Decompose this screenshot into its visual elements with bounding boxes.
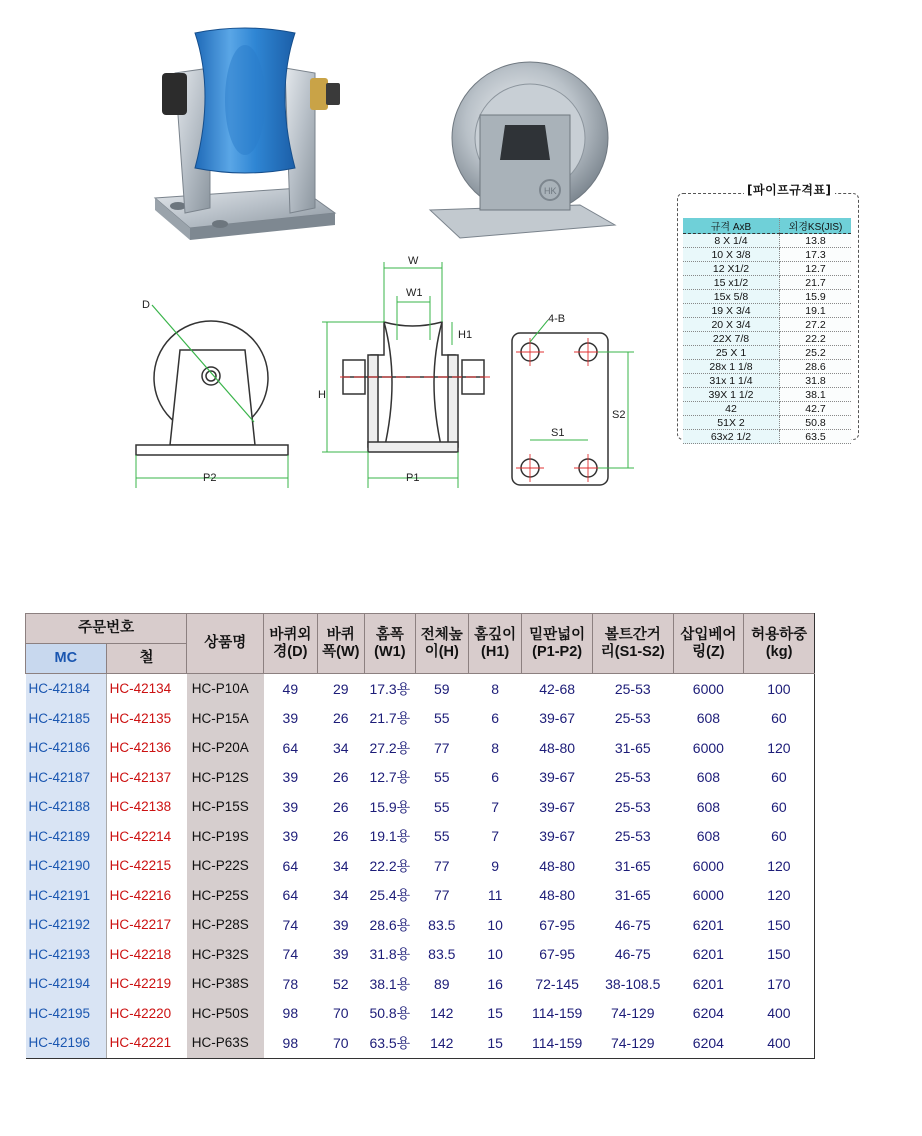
allowable-load-cell: 120 bbox=[744, 733, 815, 763]
height-cell: 55 bbox=[433, 828, 450, 845]
steel-code-cell: HC-42136 bbox=[106, 733, 187, 763]
groove-width-cell: 28.6용 bbox=[369, 916, 411, 933]
height-cell: 77 bbox=[433, 739, 450, 756]
technical-drawings bbox=[0, 0, 680, 500]
height-cell: 55 bbox=[433, 798, 450, 815]
pipe-size-cell: 42 bbox=[683, 402, 780, 416]
height-cell: 59 bbox=[433, 680, 450, 697]
bolt-spacing-cell: 74-129 bbox=[593, 1028, 674, 1058]
wheel-diameter-cell: 64 bbox=[282, 857, 299, 874]
bearing-cell: 6201 bbox=[692, 916, 724, 933]
product-name-cell: HC-P50S bbox=[187, 999, 264, 1029]
bolt-spacing-cell: 38-108.5 bbox=[605, 975, 661, 992]
height-cell: 142 bbox=[415, 1028, 468, 1058]
allowable-load-cell: 150 bbox=[744, 910, 815, 940]
table-row bbox=[26, 822, 815, 852]
allowable-load-cell: 150 bbox=[744, 940, 815, 970]
header-wheel-diameter: 바퀴외 경(D) bbox=[264, 614, 317, 674]
wheel-diameter-cell: 64 bbox=[282, 887, 299, 904]
pipe-size-cell: 39X 1 1/2 bbox=[683, 388, 780, 402]
table-row bbox=[26, 704, 815, 734]
groove-width-cell: 17.3용 bbox=[369, 680, 411, 697]
groove-depth-cell: 16 bbox=[487, 975, 503, 992]
wheel-diameter-cell: 64 bbox=[282, 739, 299, 756]
base-width-cell: 39-67 bbox=[539, 710, 576, 727]
wheel-diameter-cell: 74 bbox=[282, 946, 299, 963]
pipe-size-cell: 22X 7/8 bbox=[683, 332, 780, 346]
wheel-width-cell: 52 bbox=[333, 975, 349, 992]
product-name-cell: HC-P25S bbox=[187, 881, 264, 911]
pipe-spec-row bbox=[683, 430, 851, 444]
groove-depth-cell: 6 bbox=[491, 710, 500, 727]
header-groove-width: 홈폭 (W1) bbox=[365, 614, 416, 674]
product-name-cell: HC-P38S bbox=[187, 969, 264, 999]
pipe-spec-row bbox=[683, 290, 851, 304]
groove-depth-cell: 11 bbox=[487, 887, 503, 904]
mc-code-cell: HC-42194 bbox=[26, 969, 107, 999]
side-view bbox=[136, 321, 288, 455]
table-row bbox=[26, 763, 815, 793]
allowable-load-cell: 120 bbox=[744, 881, 815, 911]
steel-code-cell: HC-42137 bbox=[106, 763, 187, 793]
front-view bbox=[343, 322, 484, 452]
steel-code-cell: HC-42217 bbox=[106, 910, 187, 940]
height-cell: 77 bbox=[433, 857, 450, 874]
wheel-diameter-cell: 78 bbox=[282, 975, 299, 992]
header-order-no: 주문번호 bbox=[26, 614, 187, 644]
w-label: W bbox=[408, 255, 419, 267]
mc-code-cell: HC-42185 bbox=[26, 704, 107, 734]
table-row bbox=[26, 881, 815, 911]
pipe-size-cell: 28x 1 1/8 bbox=[683, 360, 780, 374]
wheel-width-cell: 29 bbox=[333, 680, 349, 697]
wheel-width-cell: 70 bbox=[317, 1028, 365, 1058]
pipe-spec-row bbox=[683, 248, 851, 262]
s1-label: S1 bbox=[551, 427, 565, 439]
pipe-spec-row bbox=[683, 304, 851, 318]
steel-code-cell: HC-42220 bbox=[106, 999, 187, 1029]
groove-depth-cell: 10 bbox=[487, 916, 503, 933]
allowable-load-cell: 120 bbox=[744, 851, 815, 881]
pipe-od-cell: 12.7 bbox=[780, 262, 852, 276]
mc-code-cell: HC-42184 bbox=[26, 674, 107, 704]
height-cell: 77 bbox=[433, 887, 450, 904]
bearing-cell: 608 bbox=[696, 769, 721, 786]
table-row bbox=[26, 910, 815, 940]
bearing-cell: 608 bbox=[696, 798, 721, 815]
height-cell: 89 bbox=[433, 975, 450, 992]
pipe-spec-header-od: 외경KS(JIS) bbox=[780, 218, 852, 234]
pipe-size-cell: 31x 1 1/4 bbox=[683, 374, 780, 388]
header-height: 전체높 이(H) bbox=[415, 614, 468, 674]
pipe-od-cell: 22.2 bbox=[780, 332, 852, 346]
pipe-od-cell: 17.3 bbox=[780, 248, 852, 262]
pipe-spec-row bbox=[683, 318, 851, 332]
pipe-spec-title: [파이프규격표] bbox=[744, 181, 835, 198]
steel-code-cell: HC-42135 bbox=[106, 704, 187, 734]
height-cell: 83.5 bbox=[428, 946, 456, 963]
groove-width-cell: 15.9용 bbox=[369, 798, 411, 815]
wheel-width-cell: 34 bbox=[333, 887, 349, 904]
groove-width-cell: 25.4용 bbox=[369, 887, 411, 904]
bearing-cell: 608 bbox=[696, 828, 721, 845]
pipe-od-cell: 28.6 bbox=[780, 360, 852, 374]
table-row bbox=[26, 999, 815, 1029]
bearing-cell: 6201 bbox=[692, 975, 724, 992]
product-table bbox=[25, 613, 815, 1059]
bolt-spacing-cell: 25-53 bbox=[614, 828, 651, 845]
steel-code-cell: HC-42138 bbox=[106, 792, 187, 822]
bearing-cell: 6201 bbox=[692, 946, 724, 963]
wheel-width-cell: 70 bbox=[333, 1005, 349, 1022]
header-wheel-width: 바퀴 폭(W) bbox=[317, 614, 365, 674]
pipe-spec-row bbox=[683, 276, 851, 290]
steel-code-cell: HC-42219 bbox=[106, 969, 187, 999]
mc-code-cell: HC-42196 bbox=[26, 1028, 107, 1058]
wheel-diameter-cell: 39 bbox=[282, 769, 299, 786]
table-row bbox=[26, 792, 815, 822]
pipe-od-cell: 25.2 bbox=[780, 346, 852, 360]
groove-width-cell: 31.8용 bbox=[369, 946, 411, 963]
header-load: 허용하중 (kg) bbox=[744, 614, 815, 674]
wheel-width-cell: 34 bbox=[333, 857, 349, 874]
steel-code-cell: HC-42216 bbox=[106, 881, 187, 911]
wheel-width-cell: 26 bbox=[333, 710, 349, 727]
pipe-size-cell: 15 x1/2 bbox=[683, 276, 780, 290]
emboss-text: HK bbox=[544, 186, 557, 196]
wheel-width-cell: 26 bbox=[333, 769, 349, 786]
pipe-od-cell: 13.8 bbox=[780, 234, 852, 248]
steel-code-cell: HC-42218 bbox=[106, 940, 187, 970]
pipe-size-cell: 51X 2 bbox=[683, 416, 780, 430]
mc-code-cell: HC-42193 bbox=[26, 940, 107, 970]
groove-depth-cell: 15 bbox=[468, 1028, 521, 1058]
pipe-od-cell: 63.5 bbox=[780, 430, 852, 444]
allowable-load-cell: 60 bbox=[744, 792, 815, 822]
pipe-spec-row bbox=[683, 360, 851, 374]
pipe-spec-header-size: 규격 AxB bbox=[683, 218, 780, 234]
height-cell: 83.5 bbox=[428, 916, 456, 933]
mc-code-cell: HC-42188 bbox=[26, 792, 107, 822]
product-name-cell: HC-P19S bbox=[187, 822, 264, 852]
bolt-spacing-cell: 25-53 bbox=[614, 680, 651, 697]
groove-width-cell: 27.2용 bbox=[369, 739, 411, 756]
product-name-cell: HC-P15A bbox=[187, 704, 264, 734]
groove-width-cell: 21.7용 bbox=[369, 710, 411, 727]
s2-label: S2 bbox=[612, 409, 626, 421]
wheel-diameter-cell: 39 bbox=[282, 828, 299, 845]
base-width-cell: 48-80 bbox=[539, 739, 576, 756]
steel-code-cell: HC-42134 bbox=[106, 674, 187, 704]
bolt-spacing-cell: 31-65 bbox=[614, 739, 651, 756]
groove-depth-cell: 8 bbox=[491, 680, 500, 697]
base-width-cell: 42-68 bbox=[539, 680, 576, 697]
base-plate-view bbox=[512, 333, 608, 485]
base-width-cell: 67-95 bbox=[539, 916, 576, 933]
pipe-od-cell: 38.1 bbox=[780, 388, 852, 402]
allowable-load-cell: 100 bbox=[744, 674, 815, 704]
pipe-spec-row bbox=[683, 332, 851, 346]
header-bolt-spacing: 볼트간거 리(S1-S2) bbox=[593, 614, 674, 674]
steel-code-cell: HC-42221 bbox=[106, 1028, 187, 1058]
product-name-cell: HC-P63S bbox=[187, 1028, 264, 1058]
groove-depth-cell: 7 bbox=[491, 828, 500, 845]
pipe-spec-row bbox=[683, 402, 851, 416]
bolt-spacing-cell: 46-75 bbox=[614, 916, 651, 933]
h-label: H bbox=[318, 389, 326, 401]
header-groove-depth: 홈깊이 (H1) bbox=[468, 614, 521, 674]
steel-code-cell: HC-42215 bbox=[106, 851, 187, 881]
mc-code-cell: HC-42187 bbox=[26, 763, 107, 793]
product-name-cell: HC-P32S bbox=[187, 940, 264, 970]
pipe-od-cell: 50.8 bbox=[780, 416, 852, 430]
wheel-width-cell: 26 bbox=[333, 828, 349, 845]
allowable-load-cell: 170 bbox=[744, 969, 815, 999]
wheel-diameter-cell: 39 bbox=[282, 710, 299, 727]
header-product-name: 상품명 bbox=[187, 614, 264, 674]
groove-depth-cell: 8 bbox=[491, 739, 500, 756]
product-name-cell: HC-P22S bbox=[187, 851, 264, 881]
bolt-spacing-cell: 25-53 bbox=[614, 798, 651, 815]
bearing-cell: 6000 bbox=[692, 887, 724, 904]
w1-label: W1 bbox=[406, 287, 423, 299]
wheel-diameter-cell: 98 bbox=[282, 1005, 299, 1022]
wheel-diameter-cell: 39 bbox=[282, 798, 299, 815]
pipe-od-cell: 27.2 bbox=[780, 318, 852, 332]
allowable-load-cell: 60 bbox=[744, 763, 815, 793]
groove-depth-cell: 9 bbox=[491, 857, 500, 874]
pipe-od-cell: 21.7 bbox=[780, 276, 852, 290]
bolt-spacing-cell: 25-53 bbox=[614, 710, 651, 727]
product-name-cell: HC-P15S bbox=[187, 792, 264, 822]
wheel-width-cell: 39 bbox=[333, 946, 349, 963]
base-width-cell: 39-67 bbox=[539, 798, 576, 815]
pipe-spec-row bbox=[683, 374, 851, 388]
bolt-label: 4-B bbox=[548, 313, 566, 325]
bearing-cell: 6000 bbox=[692, 739, 724, 756]
height-cell: 55 bbox=[433, 769, 450, 786]
header-steel: 철 bbox=[106, 644, 187, 674]
mc-code-cell: HC-42190 bbox=[26, 851, 107, 881]
bearing-cell: 6204 bbox=[692, 1005, 724, 1022]
table-row bbox=[26, 851, 815, 881]
d-label: D bbox=[142, 299, 150, 311]
allowable-load-cell: 60 bbox=[744, 822, 815, 852]
bearing-cell: 608 bbox=[696, 710, 721, 727]
pipe-spec-row bbox=[683, 234, 851, 248]
pipe-size-cell: 63x2 1/2 bbox=[683, 430, 780, 444]
bearing-cell: 6000 bbox=[692, 680, 724, 697]
wheel-width-cell: 34 bbox=[333, 739, 349, 756]
wheel-diameter-cell: 74 bbox=[282, 916, 299, 933]
allowable-load-cell: 60 bbox=[744, 704, 815, 734]
pipe-spec-row bbox=[683, 346, 851, 360]
p1-label: P1 bbox=[406, 472, 420, 484]
wheel-diameter-cell: 49 bbox=[282, 680, 299, 697]
p2-label: P2 bbox=[203, 472, 217, 484]
pipe-size-cell: 12 X1/2 bbox=[683, 262, 780, 276]
table-row bbox=[26, 1028, 815, 1058]
groove-depth-cell: 15 bbox=[487, 1005, 503, 1022]
bolt-spacing-cell: 25-53 bbox=[614, 769, 651, 786]
height-cell: 55 bbox=[433, 710, 450, 727]
product-name-cell: HC-P10A bbox=[187, 674, 264, 704]
wheel-width-cell: 39 bbox=[333, 916, 349, 933]
bearing-cell: 6000 bbox=[692, 857, 724, 874]
bolt-spacing-cell: 74-129 bbox=[610, 1005, 655, 1022]
pipe-size-cell: 10 X 3/8 bbox=[683, 248, 780, 262]
allowable-load-cell: 400 bbox=[744, 1028, 815, 1058]
bolt-spacing-cell: 31-65 bbox=[614, 887, 651, 904]
mc-code-cell: HC-42192 bbox=[26, 910, 107, 940]
pipe-size-cell: 19 X 3/4 bbox=[683, 304, 780, 318]
height-cell: 142 bbox=[430, 1005, 454, 1022]
base-width-cell: 114-159 bbox=[522, 1028, 593, 1058]
mc-code-cell: HC-42189 bbox=[26, 822, 107, 852]
pipe-spec-row bbox=[683, 262, 851, 276]
mc-code-cell: HC-42191 bbox=[26, 881, 107, 911]
pipe-size-cell: 15x 5/8 bbox=[683, 290, 780, 304]
table-row bbox=[26, 674, 815, 704]
product-name-cell: HC-P12S bbox=[187, 763, 264, 793]
wheel-width-cell: 26 bbox=[333, 798, 349, 815]
mc-code-cell: HC-42195 bbox=[26, 999, 107, 1029]
bolt-spacing-cell: 31-65 bbox=[614, 857, 651, 874]
pipe-od-cell: 19.1 bbox=[780, 304, 852, 318]
pipe-spec-row bbox=[683, 416, 851, 430]
pipe-spec-row bbox=[683, 388, 851, 402]
header-bearing: 삽입베어 링(Z) bbox=[673, 614, 744, 674]
base-width-cell: 48-80 bbox=[539, 887, 576, 904]
product-name-cell: HC-P28S bbox=[187, 910, 264, 940]
base-width-cell: 67-95 bbox=[539, 946, 576, 963]
groove-width-cell: 50.8용 bbox=[369, 1005, 411, 1022]
groove-depth-cell: 6 bbox=[491, 769, 500, 786]
base-width-cell: 114-159 bbox=[531, 1005, 583, 1022]
base-width-cell: 39-67 bbox=[539, 828, 576, 845]
pipe-size-cell: 20 X 3/4 bbox=[683, 318, 780, 332]
table-row bbox=[26, 969, 815, 999]
product-name-cell: HC-P20A bbox=[187, 733, 264, 763]
groove-width-cell: 19.1용 bbox=[369, 828, 411, 845]
pipe-size-cell: 8 X 1/4 bbox=[683, 234, 780, 248]
groove-depth-cell: 7 bbox=[491, 798, 500, 815]
wheel-diameter-cell: 98 bbox=[264, 1028, 317, 1058]
groove-depth-cell: 10 bbox=[487, 946, 503, 963]
base-width-cell: 39-67 bbox=[539, 769, 576, 786]
groove-width-cell: 38.1용 bbox=[369, 975, 411, 992]
groove-width-cell: 22.2용 bbox=[369, 857, 411, 874]
header-mc: MC bbox=[26, 644, 107, 674]
allowable-load-cell: 400 bbox=[744, 999, 815, 1029]
h1-label: H1 bbox=[458, 329, 473, 341]
bearing-cell: 6204 bbox=[673, 1028, 744, 1058]
pipe-size-cell: 25 X 1 bbox=[683, 346, 780, 360]
pipe-spec-table bbox=[683, 218, 851, 444]
groove-width-cell: 63.5용 bbox=[365, 1028, 416, 1058]
bolt-spacing-cell: 46-75 bbox=[614, 946, 651, 963]
pipe-od-cell: 15.9 bbox=[780, 290, 852, 304]
steel-code-cell: HC-42214 bbox=[106, 822, 187, 852]
groove-width-cell: 12.7용 bbox=[369, 769, 411, 786]
base-width-cell: 72-145 bbox=[535, 975, 579, 992]
base-width-cell: 48-80 bbox=[539, 857, 576, 874]
table-row bbox=[26, 733, 815, 763]
mc-code-cell: HC-42186 bbox=[26, 733, 107, 763]
pipe-od-cell: 31.8 bbox=[780, 374, 852, 388]
table-row bbox=[26, 940, 815, 970]
header-base-width: 밑판넓이 (P1-P2) bbox=[522, 614, 593, 674]
pipe-od-cell: 42.7 bbox=[780, 402, 852, 416]
